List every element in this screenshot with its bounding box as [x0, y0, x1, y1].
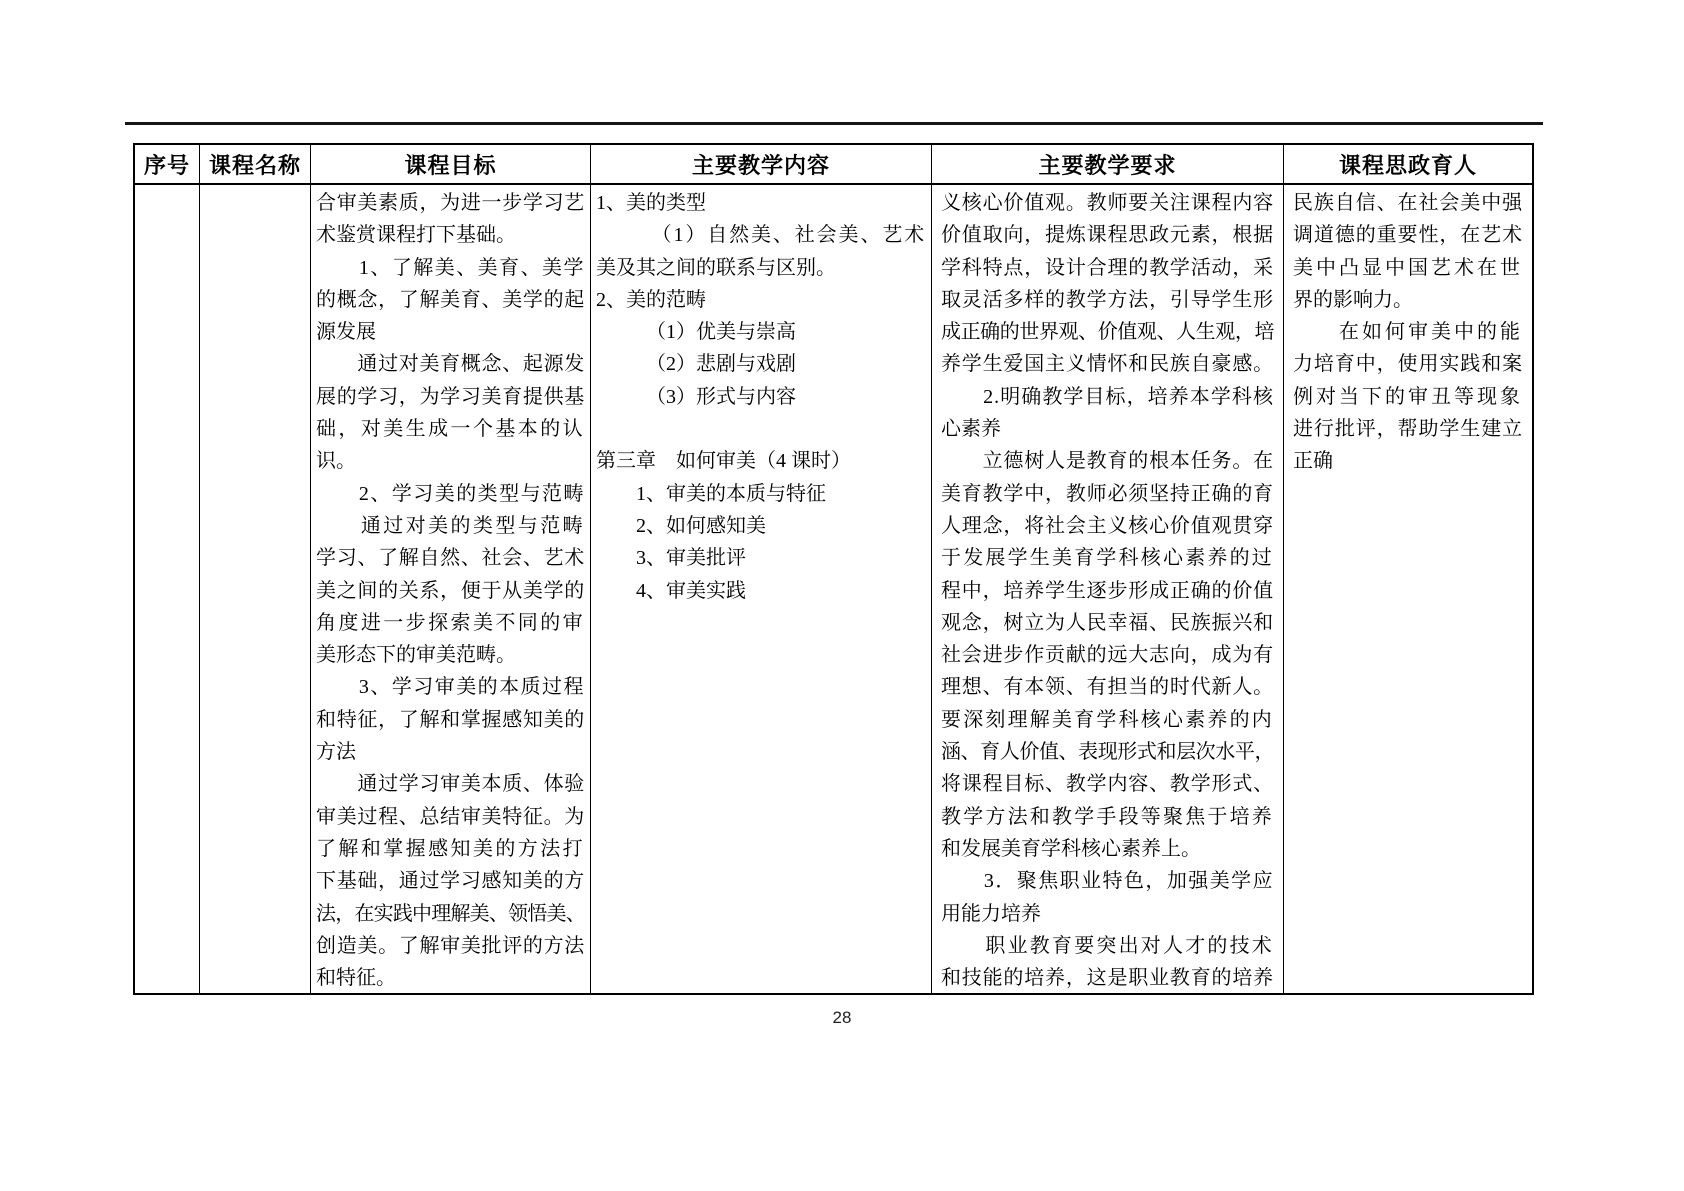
cell-sizheng-yuren: [1284, 185, 1532, 993]
text-line: 展的学习，为学习美育提供基: [316, 385, 585, 408]
header-cell-jiaoxue-neirong: 主要教学内容: [591, 145, 932, 185]
text-line: 和特征，了解和掌握感知美的: [316, 708, 585, 731]
cell-kecheng-mubiao: [311, 185, 591, 993]
text-line: 和特征。: [316, 967, 396, 990]
text-line: 将课程目标、教学内容、教学形式、: [941, 773, 1274, 796]
text-line: 和技能的培养，这是职业教育的培养: [941, 967, 1274, 990]
text-line: 2、如何感知美: [596, 514, 766, 537]
text-line: （2）悲剧与戏剧: [596, 353, 796, 376]
text-line: 心素养: [941, 418, 1001, 441]
text-line: 取灵活多样的教学方法，引导学生形: [941, 288, 1274, 311]
text-line: 术鉴赏课程打下基础。: [316, 224, 516, 247]
cell-kecheng-mingcheng: [200, 185, 311, 993]
text-line: 正确: [1293, 450, 1333, 473]
text-line: 和发展美育学科核心素养上。: [941, 837, 1201, 860]
text-line: 了解和掌握感知美的方法打: [316, 837, 586, 860]
header-cell-sizheng-yuren: 课程思政育人: [1284, 145, 1532, 185]
text-line: 成正确的世界观、价值观、人生观，培: [941, 321, 1275, 344]
text-line: 用能力培养: [941, 902, 1041, 925]
text-line: 涵、育人价值、表现形式和层次水平，: [941, 741, 1275, 764]
text-line: 于发展学生美育学科核心素养的过: [941, 547, 1274, 570]
text-line: 方法: [316, 741, 356, 764]
text-line: 调道德的重要性，在艺术: [1293, 224, 1524, 247]
header-cell-jiaoxue-yaoqiu: 主要教学要求: [932, 145, 1284, 185]
text-line: 学习、了解自然、社会、艺术: [316, 547, 585, 570]
text-line: 2、学习美的类型与范畴: [316, 482, 585, 505]
header-cell-kecheng-mingcheng: 课程名称: [200, 145, 311, 185]
text-line: 观念，树立为人民幸福、民族振兴和: [941, 611, 1274, 634]
text-line: 民族自信、在社会美中强: [1293, 192, 1524, 214]
text-line: 审美过程、总结审美特征。为: [316, 805, 585, 828]
cell-jiaoxue-neirong: [591, 185, 932, 993]
header-cell-kecheng-mubiao: 课程目标: [311, 145, 591, 185]
text-line: 通过学习审美本质、体验: [316, 773, 585, 796]
text-line: 3．聚焦职业特色，加强美学应: [941, 870, 1275, 893]
page-number: 28: [832, 1008, 852, 1027]
text-line: 理想、有本领、有担当的时代新人。: [941, 676, 1274, 699]
text-line: 4、审美实践: [596, 579, 746, 602]
text-line: 美及其之间的联系与区别。: [596, 256, 836, 279]
cell-xuhao: [135, 185, 200, 993]
text-line: 法，在实践中理解美、领悟美、: [316, 902, 585, 925]
text-line: 美育教学中，教师必须坚持正确的育: [941, 482, 1274, 505]
text-line: 美之间的关系，便于从美学的: [316, 579, 585, 602]
text-line: 合审美素质，为进一步学习艺: [316, 192, 585, 214]
text-line: 创造美。了解审美批评的方法: [316, 934, 585, 957]
text-line: 立德树人是教育的根本任务。在: [941, 450, 1274, 473]
text-line: 的概念，了解美育、美学的起: [316, 288, 585, 311]
text-line: 职业教育要突出对人才的技术: [941, 934, 1274, 957]
text-line: 进行批评，帮助学生建立: [1293, 418, 1524, 441]
text-line: 教学方法和教学手段等聚焦于培养: [941, 805, 1274, 828]
text-line: 1、审美的本质与特征: [596, 482, 826, 505]
text-line: 识。: [316, 450, 356, 473]
text-line: 通过对美的类型与范畴: [316, 514, 586, 537]
text-line: 角度进一步探索美不同的审: [316, 611, 586, 634]
text-line: 学科特点，设计合理的教学活动，采: [941, 256, 1274, 279]
course-table: [133, 143, 1534, 995]
text-line: 价值取向，提炼课程思政元素，根据: [941, 224, 1274, 247]
text-line: 3、审美批评: [596, 547, 746, 570]
text-line: 在如何审美中的能: [1293, 321, 1523, 344]
text-line: 养学生爱国主义情怀和民族自豪感。: [941, 353, 1274, 376]
text-line: 通过对美育概念、起源发: [316, 353, 585, 376]
text-line: 界的影响力。: [1293, 288, 1413, 311]
header-cell-xuhao: 序号: [135, 145, 200, 185]
text-line: 1、美的类型: [596, 192, 706, 214]
text-line: 2.明确教学目标，培养本学科核: [941, 385, 1275, 408]
cell-jiaoxue-yaoqiu: [932, 185, 1284, 993]
text-line: 础，对美生成一个基本的认: [316, 418, 586, 441]
text-line: 3、学习审美的本质过程: [316, 676, 585, 699]
text-line: 美中凸显中国艺术在世: [1293, 256, 1523, 279]
text-line: 1、了解美、美育、美学: [316, 256, 585, 279]
text-line: 社会进步作贡献的远大志向，成为有: [941, 644, 1274, 667]
text-line: [596, 413, 926, 445]
text-line: （1）优美与崇高: [596, 321, 796, 344]
header-rule: [125, 122, 1543, 125]
text-line: 要深刻理解美育学科核心素养的内: [941, 708, 1274, 731]
text-line: 人理念，将社会主义核心价值观贯穿: [941, 514, 1274, 537]
text-line: （1）自然美、社会美、艺术: [596, 224, 927, 247]
text-line: 下基础，通过学习感知美的方: [316, 870, 585, 893]
text-line: 2、美的范畴: [596, 288, 706, 311]
text-line: 第三章 如何审美（4 课时）: [596, 450, 851, 473]
text-line: 美形态下的审美范畴。: [316, 644, 516, 667]
text-line: 例对当下的审丑等现象: [1293, 385, 1523, 408]
text-line: （3）形式与内容: [596, 385, 796, 408]
text-line: 义核心价值观。教师要关注课程内容: [941, 192, 1274, 214]
text-line: 力培育中，使用实践和案: [1293, 353, 1524, 376]
text-line: 程中，培养学生逐步形成正确的价值: [941, 579, 1274, 602]
text-line: 源发展: [316, 321, 376, 344]
